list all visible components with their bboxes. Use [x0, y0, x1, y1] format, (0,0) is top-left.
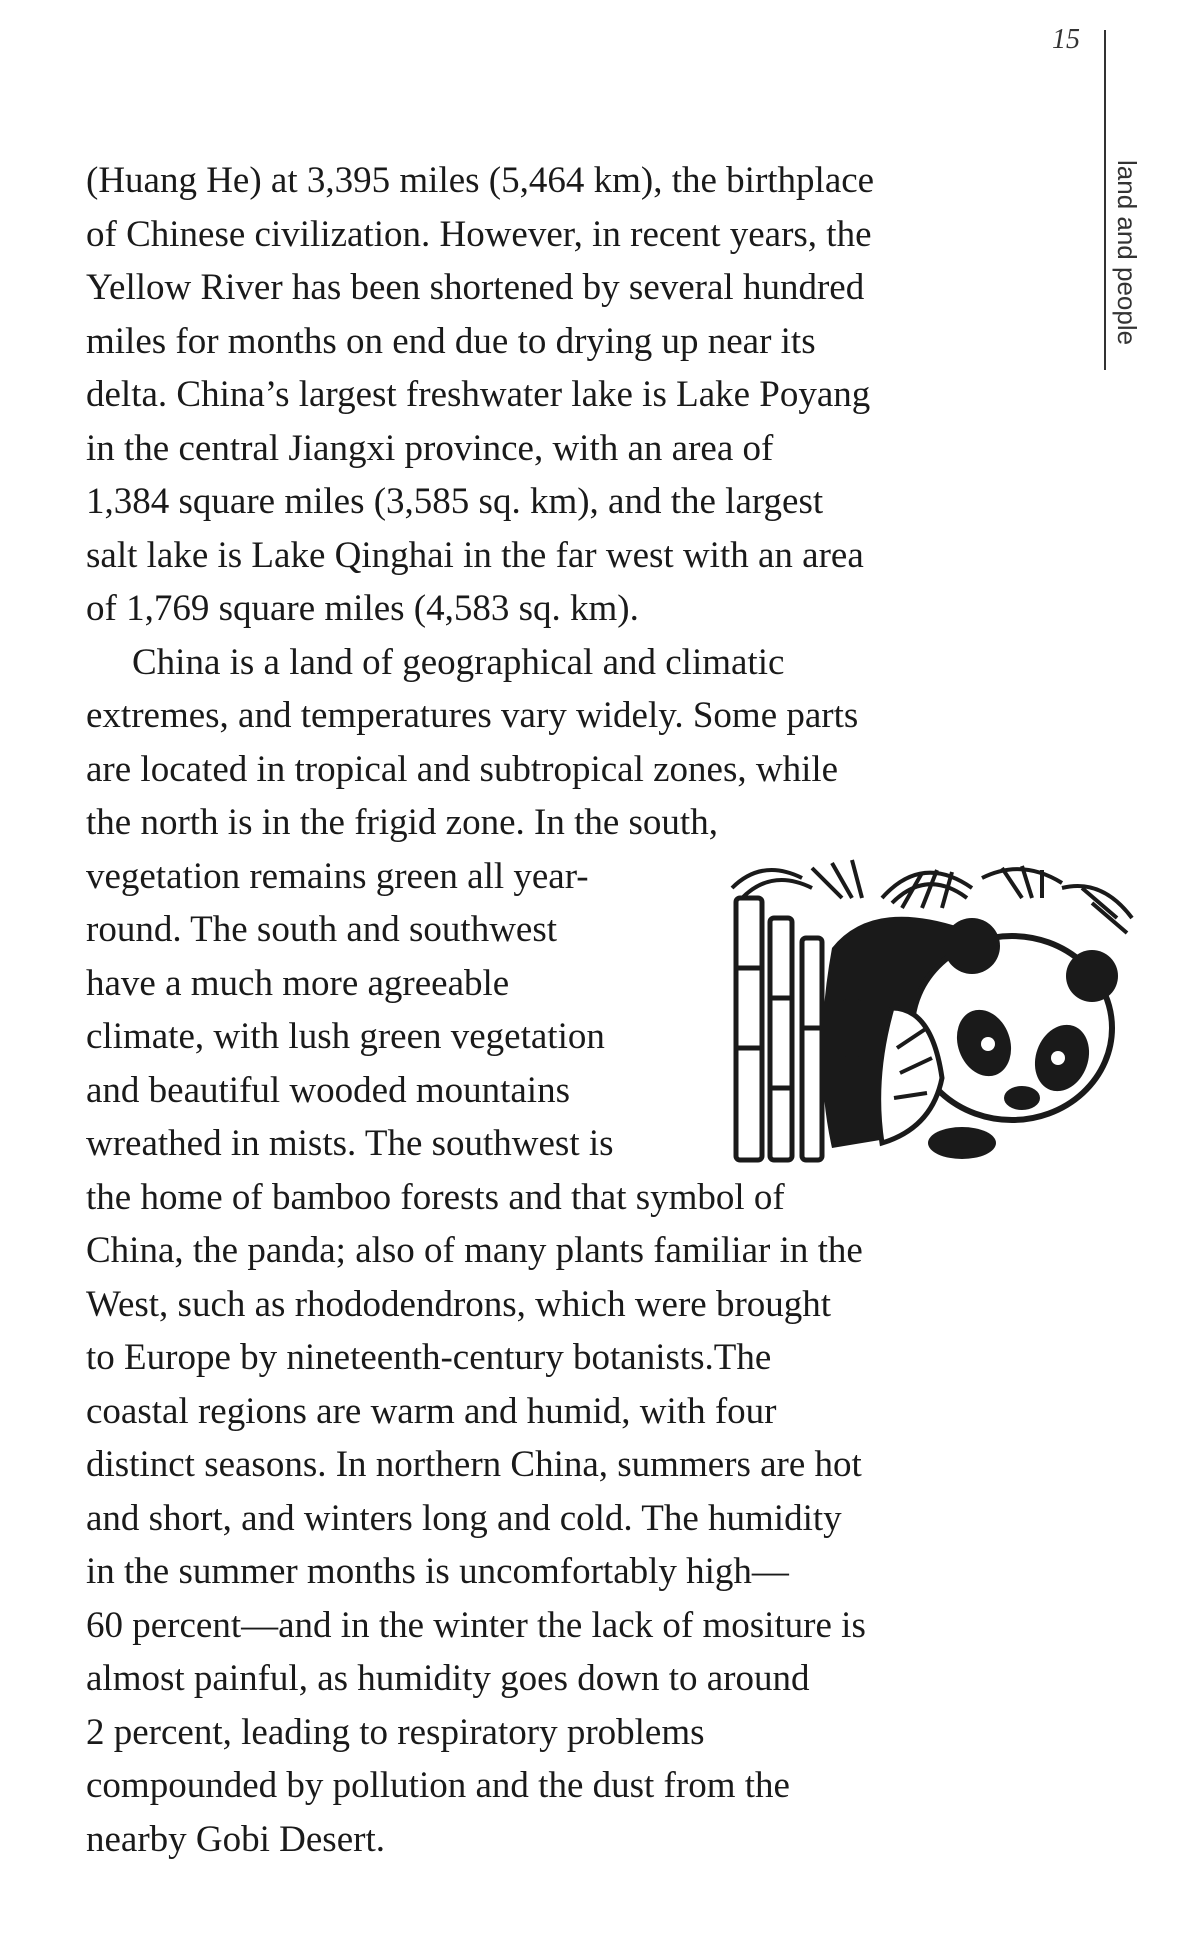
text-line: coastal regions are warm and humid, with four [86, 1390, 777, 1432]
text-line: of 1,769 square miles (4,583 sq. km). [86, 588, 639, 629]
text-line: China, the panda; also of many plants familiar in the [86, 1230, 863, 1271]
section-label: land and people [1112, 160, 1142, 346]
text-line: compounded by pollution and the dust from the [86, 1765, 790, 1806]
text-line: Yellow River has been shortened by several hundred [86, 267, 865, 308]
text-line: in the central Jiangxi province, with an area of [86, 427, 774, 469]
text-line: of Chinese civilization. However, in recent years, the [86, 213, 872, 255]
text-line: salt lake is Lake Qinghai in the far west with an area [86, 534, 864, 576]
text-line: nearby Gobi Desert. [86, 1818, 385, 1860]
text-line: vegetation remains green all year- [86, 855, 589, 897]
text-line: climate, with lush green vegetation [86, 1016, 605, 1057]
text-line: almost painful, as humidity goes down to around [86, 1658, 810, 1699]
text-line: delta. China’s largest freshwater lake is Lake Poyang [86, 374, 871, 415]
side-rule [1104, 30, 1106, 370]
text-line: to Europe by nineteenth-century botanists.The [86, 1337, 772, 1378]
text-line: (Huang He) at 3,395 miles (5,464 km), the birthplace [86, 160, 875, 201]
text-line: 2 percent, leading to respiratory problems [86, 1711, 705, 1753]
text-line: distinct seasons. In northern China, summers are hot [86, 1444, 862, 1485]
text-line: have a much more agreeable [86, 962, 510, 1004]
text-line: 60 percent—and in the winter the lack of mositure is [86, 1604, 866, 1646]
text-line: extremes, and temperatures vary widely. Some parts [86, 695, 859, 736]
page-number: 15 [1052, 24, 1080, 55]
text-line: 1,384 square miles (3,585 sq. km), and the largest [86, 481, 824, 522]
text-line: the north is in the frigid zone. In the south, [86, 802, 718, 843]
paragraph-start-line: China is a land of geographical and climatic [132, 641, 785, 683]
text-line: West, such as rhododendrons, which were brought [86, 1283, 832, 1325]
text-line: wreathed in mists. The southwest is [86, 1123, 614, 1164]
text-line: are located in tropical and subtropical zones, while [86, 748, 839, 790]
panda-bamboo-papercut-icon [722, 858, 1142, 1168]
text-line: and beautiful wooded mountains [86, 1069, 570, 1111]
text-line: miles for months on end due to drying up near its [86, 320, 816, 362]
text-line: and short, and winters long and cold. The humidity [86, 1497, 842, 1539]
text-line: the home of bamboo forests and that symbol of [86, 1176, 785, 1218]
text-line: round. The south and southwest [86, 909, 558, 950]
text-line: in the summer months is uncomfortably high— [86, 1551, 789, 1592]
